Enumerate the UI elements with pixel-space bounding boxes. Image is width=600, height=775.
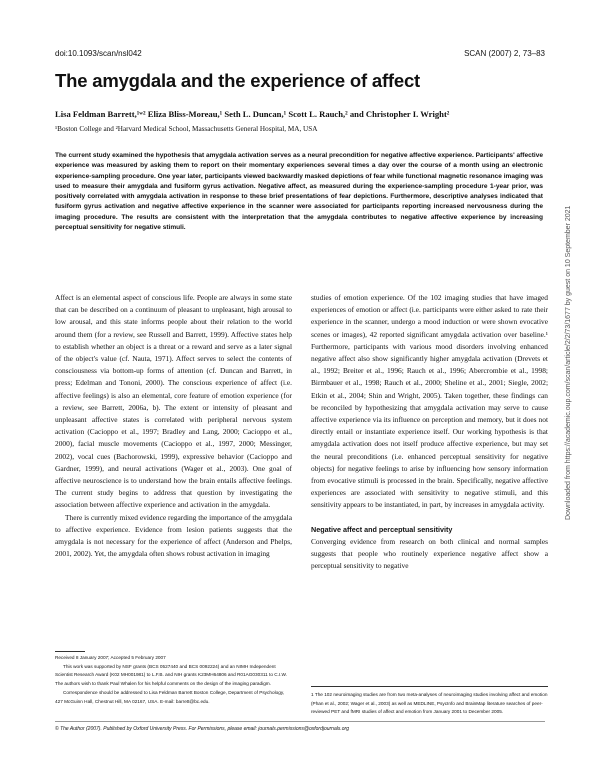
affiliations: ¹Boston College and ²Harvard Medical School, Massachusetts General Hospital, MA, USA (55, 125, 318, 133)
footnote-1: 1 The 102 neuroimaging studies are from two meta-analyses of neuroimaging studies involving affect and emotion (Phan et al., 2002; Wager et al., 2003) as well as MEDLINE, PsycInfo and BrainMap literature searches of peer-reviewed PET and fMRI studies of affect and emotion from January 2001 to December 2005. (311, 692, 548, 715)
body-column-right (311, 292, 548, 572)
body-paragraph: There is currently mixed evidence regarding the importance of the amygdala to affective experience. Evidence from lesion patients suggests that the amygdala is not necessary for the experience of affect (Anderson and Phelps, 2001, 2002). Yet, the amygdala often shows robust activation in imaging (55, 512, 292, 559)
body-paragraph: Converging evidence from research on both clinical and normal samples suggests that people who routinely experience negative affect show a perceptual sensitivity to negative (311, 536, 548, 571)
correspondence-note: Correspondence should be addressed to Lisa Feldman Barrett Boston College, Department of Psychology, 427 McGuinn Hall, Chestnut Hill, MA 02167, USA. E-mail: barrett@bc.edu. (55, 689, 285, 704)
journal-reference: SCAN (2007) 2, 73–83 (464, 49, 545, 58)
notes-divider (55, 651, 85, 652)
body-column-left (55, 292, 292, 560)
author-list: Lisa Feldman Barrett,¹ʷ² Eliza Bliss-Moreau,¹ Seth L. Duncan,¹ Scott L. Rauch,² and Christopher I. Wright² (55, 109, 450, 119)
doi-label: doi:10.1093/scan/nsl042 (55, 49, 142, 58)
footnotes (311, 691, 548, 717)
body-paragraph: studies of emotion experience. Of the 102 imaging studies that have imaged experiences of emotion or affect (i.e. participants were either asked to rate their experience in the scanner, undergo a mood induction or were shown evocative scenes or images), 42 reported significant amygdala activation over baseline.¹ Furthermore, participants with various mood disorders involving enhanced negative affect also show significantly higher amygdala activation (Drevets et al., 1992; Breiter et al., 1996; Rauch et al., 1996; Abercrombie et al., 1998; Birmbauer et al., 1998; Rauch et al., 2000; Sheline et al., 2001; Siegle, 2002; Etkin et al., 2004; Shin and Wright, 2005). Taken together, these findings can be reconciled by hypothesizing that amygdala activation may serve to cause affective experience via its influence on perception and memory, but it does not directly entail or instantiate experience itself. Our working hypothesis is that amygdala activation does not itself produce affective experience, but may set the neural preconditions (i.e. enhanced perceptual sensitivity for negative objects) for negative feelings to arise by influencing how sensory information from evocative stimuli is processed in the brain. Specifically, negative affective experiences are associated with sensitivity to negative stimuli, and this sensitivity appears to be instantiated, in part, by increases in amygdala activity. (311, 293, 548, 510)
article-notes (55, 654, 292, 706)
section-heading: Negative affect and perceptual sensitivity (311, 524, 453, 534)
download-sidebar-note: Downloaded from https://academic.oup.com/scan/article/2/2/73/1677 by guest on 10 September 2021 (565, 205, 572, 520)
copyright-line: © The Author (2007). Published by Oxford University Press. For Permissions, please email: journals.permissions@oxfordjournals.org (55, 726, 349, 732)
paper-title: The amygdala and the experience of affect (55, 70, 420, 91)
copyright-divider (55, 721, 545, 722)
abstract: The current study examined the hypothesis that amygdala activation serves as a neural precondition for negative affective experience. Participants' affective experience was measured by asking them to report on their momentary experiences several times a day over the course of a month using an electronic experience-sampling procedure. One year later, participants viewed backwardly masked depictions of fear while functional magnetic resonance imaging was used to measure their amygdala and fusiform gyrus activation. Negative affect, as measured during the experience-sampling procedure 1-year prior, was positively correlated with amygdala activation in response to these brief presentations of fear depictions. Furthermore, descriptive analyses indicated that fusiform gyrus activation and negative affective experience in the scanner were associated for participants reporting increased nervousness during the imaging procedure. The results are consistent with the interpretation that the amygdala contributes to negative affective experience by increasing perceptual sensitivity for negative stimuli. (55, 152, 544, 232)
received-note: Received 8 January 2007; Accepted 5 February 2007 (55, 655, 166, 660)
body-paragraph: Affect is an elemental aspect of conscious life. People are always in some state that can be described on a continuum of pleasant to unpleasant, high arousal to low arousal, and this state informs people about their relation to the world around them (for a review, see Russell and Barrett, 1999). Affective states help to establish whether an object is a threat or a reward and serve as a later signal of the object's value (cf. Nauta, 1971). Affect serves to select the contents of consciousness via bottom-up forms of attention (cf. Duncan and Barrett, in press; Edelman and Tononi, 2000). The conscious experience of affect (i.e. affective feelings) is also an elemental, core feature of emotion experience (for a review, see Barrett, 2006a, b). The extent or intensity of pleasant and unpleasant affective states is correlated with peripheral nervous system activation (Cacioppo et al., 1997; Bradley and Lang, 2000; Cacioppo et al., 2000), facial muscle movements (Cacioppo et al., 1997, 2000; Messinger, 2002), vocal cues (Bachorowski, 1999), expressive behavior (Cacioppo and Gardner, 1999), and neural activations (Wager et al., 2003). One goal of affective neuroscience is to understand how the brain entails affective feelings. The current study begins to address that question by investigating the association between affective experience and activation in the amygdala. (55, 293, 292, 510)
footnote-divider (311, 686, 548, 687)
funding-note: This work was supported by NSF grants (BCS 0527440 and BCS 0092224) and an NIMH Independent Scientist Research Award (K02 MH001981) to L.F.B. and NIH grants K23MH64806 and R01AG030311 to C.I.W. The authors wish to thank Paul Whalen for his helpful comments on the design of the imaging paradigm. (55, 663, 287, 687)
